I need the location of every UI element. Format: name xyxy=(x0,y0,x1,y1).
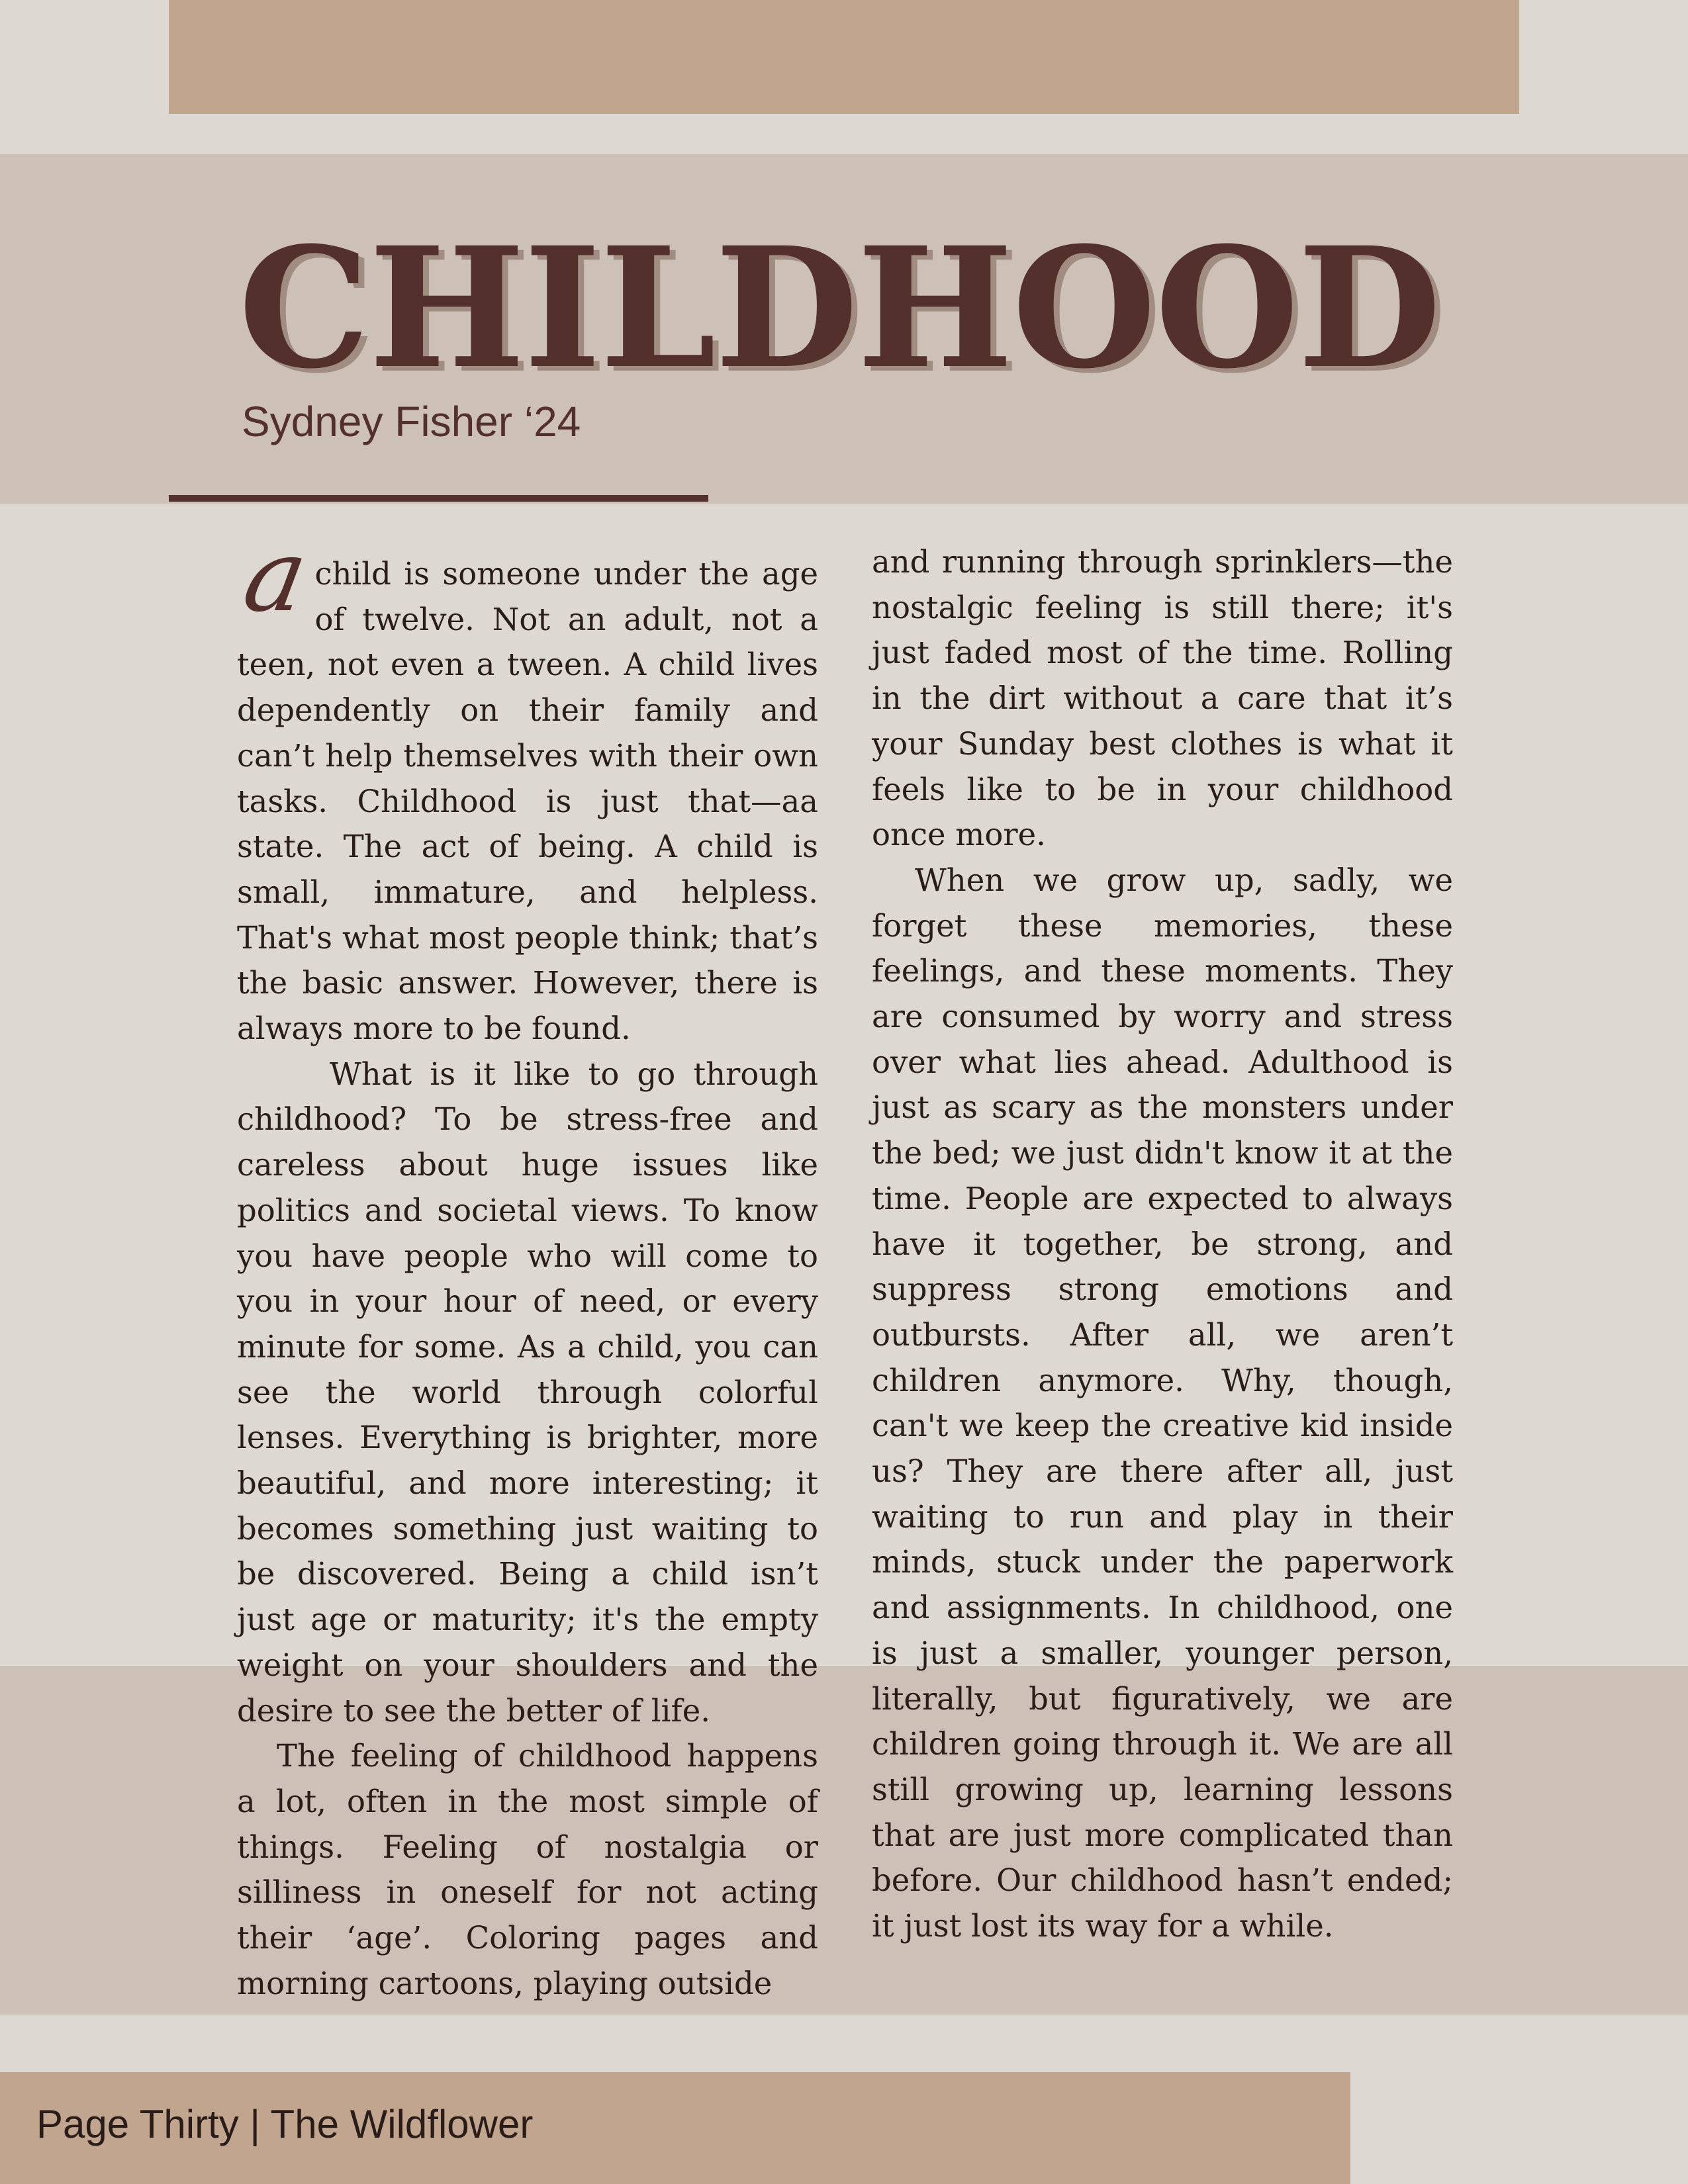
paragraph: The feeling of childhood happens a lot, often in the most simple of things. Feeling of nostalgia or silliness in oneself for not acting their ‘age’. Coloring pages and morning cartoons, playing outside xyxy=(237,1738,818,2001)
paragraph: What is it like to go through childhood? To be stress-free and careless about huge issues like politics and societal views. To know you have people who will come to you in your hour of need, or every minute for some. As a child, you can see the world through colorful lenses. Everything is brighter, more beautiful, and more interesting; it becomes something just waiting to be discovered. Being a child isn’t just age or maturity; it's the empty weight on your shoulders and the desire to see the better of life. xyxy=(237,1056,818,1729)
article-column-right xyxy=(872,539,1453,1949)
paragraph-text: child is someone under the age of twelve. Not an adult, not a teen, not even a tween. A child lives dependently on their family and can’t help themselves with their own tasks. Childhood is just that—aa state. The act of being. A child is small, immature, and helpless. That's what most people think; that’s the basic answer. However, there is always more to be found. xyxy=(237,556,818,1047)
paragraph: When we grow up, sadly, we forget these memories, these feelings, and these moments. They are consumed by worry and stress over what lies ahead. Adulthood is just as scary as the monsters under the bed; we just didn't know it at the time. People are expected to always have it together, be strong, and suppress strong emotions and outbursts. After all, we aren’t children anymore. Why, though, can't we keep the creative kid inside us? They are there after all, just waiting to run and play in their minds, stuck under the paperwork and assignments. In childhood, one is just a smaller, younger person, literally, but figuratively, we are children going through it. We are all still growing up, learning lessons that are just more complicated than before. Our childhood hasn’t ended; it just lost its way for a while. xyxy=(872,862,1453,1944)
article-column-left xyxy=(236,519,818,2007)
paragraph xyxy=(236,519,818,1052)
drop-cap: a xyxy=(236,519,316,634)
author-byline: Sydney Fisher ‘24 xyxy=(242,398,581,445)
title-divider xyxy=(169,495,708,502)
top-accent-band xyxy=(169,0,1519,114)
paragraph: and running through sprinklers—the nostalgic feeling is still there; it's just faded most of the time. Rolling in the dirt without a care that it’s your Sunday best clothes is what it feels like to be in your childhood once more. xyxy=(872,544,1453,853)
article-title: CHILDHOOD xyxy=(238,210,1440,405)
footer-page-label: Page Thirty | The Wildflower xyxy=(36,2102,534,2146)
